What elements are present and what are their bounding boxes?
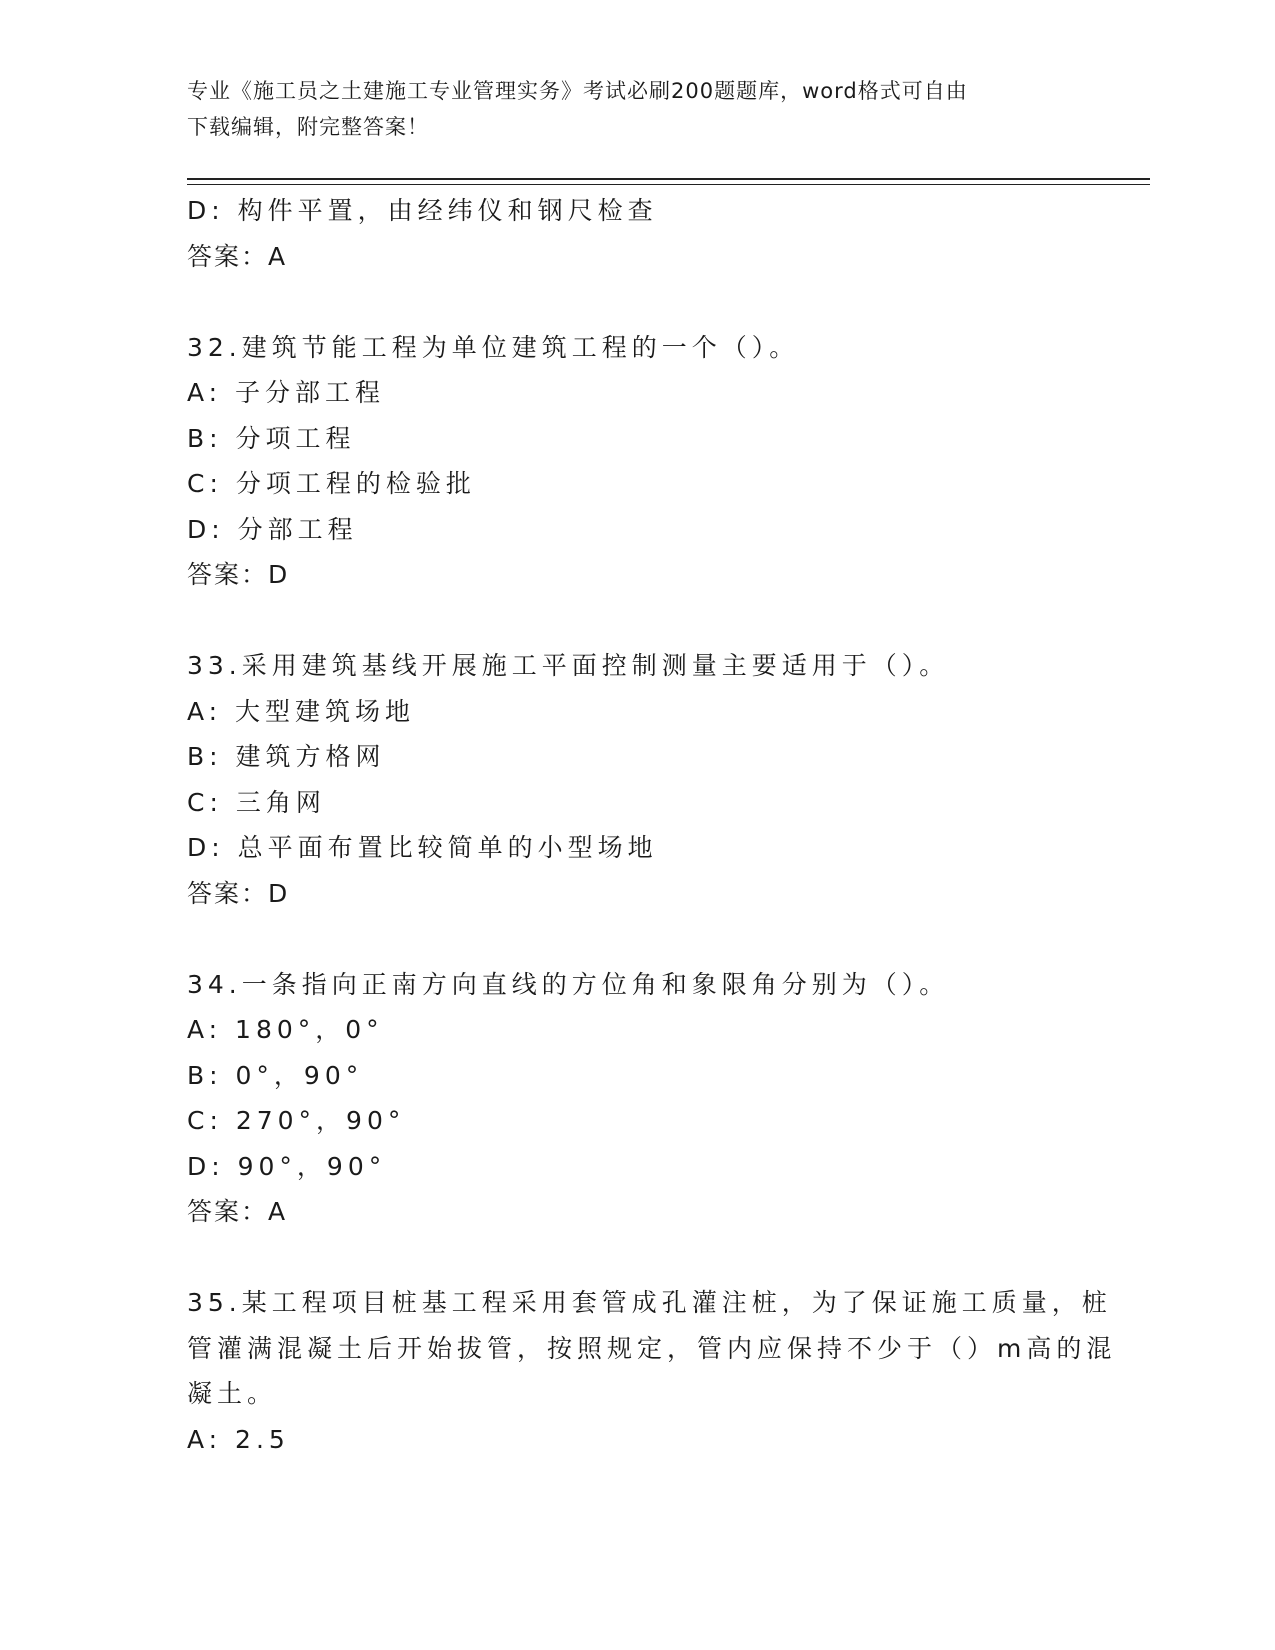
question-text-line-3: 凝土。 [187,1379,278,1408]
spacer [187,279,1087,325]
option-a: A: 180°，0° [187,1015,384,1044]
option-b: B: 建筑方格网 [187,742,386,771]
question-text-line-1: 35.某工程项目桩基工程采用套管成孔灌注桩，为了保证施工质量，桩 [187,1288,1112,1317]
question-32 [187,325,1087,598]
option-b: B: 0°，90° [187,1060,364,1090]
header-divider-thin [187,184,1150,185]
option-d: D: 90°，90° [187,1151,387,1181]
option-b: B: 分项工程 [187,423,356,453]
spacer [187,1235,1087,1281]
option-c: C: 三角网 [187,787,326,817]
question-33 [187,643,1087,916]
question-34 [187,962,1087,1235]
option-c: C: 分项工程的检验批 [187,469,476,498]
document-header [187,73,1087,145]
option-c: C: 270°，90° [187,1106,406,1135]
question-text: 34.一条指向正南方向直线的方位角和象限角分别为（）。 [187,969,950,999]
question-text: 32.建筑节能工程为单位建筑工程的一个（）。 [187,332,800,362]
question-text-line-2: 管灌满混凝土后开始拔管，按照规定，管内应保持不少于（）m高的混 [187,1333,1117,1363]
header-line-1: 专业《施工员之土建施工专业管理实务》考试必刷200题题库，word格式可自由 [187,79,968,103]
spacer [187,598,1087,644]
answer: 答案：D [187,878,290,908]
option-a: A: 子分部工程 [187,378,386,407]
header-line-2: 下载编辑，附完整答案！ [187,115,429,139]
answer: 答案：A [187,1197,288,1226]
option-a: A: 大型建筑场地 [187,696,416,726]
question-text: 33.采用建筑基线开展施工平面控制测量主要适用于（）。 [187,651,950,680]
option-d: D: 构件平置，由经纬仪和钢尺检查 [187,196,658,225]
option-a: A: 2.5 [187,1424,290,1454]
spacer [187,916,1087,962]
answer: 答案：D [187,560,290,589]
answer: 答案：A [187,241,288,271]
option-d: D: 分部工程 [187,514,358,544]
option-d: D: 总平面布置比较简单的小型场地 [187,833,658,862]
header-divider-thick [187,178,1150,180]
question-list [187,188,1117,1462]
question-35 [187,1280,1117,1462]
